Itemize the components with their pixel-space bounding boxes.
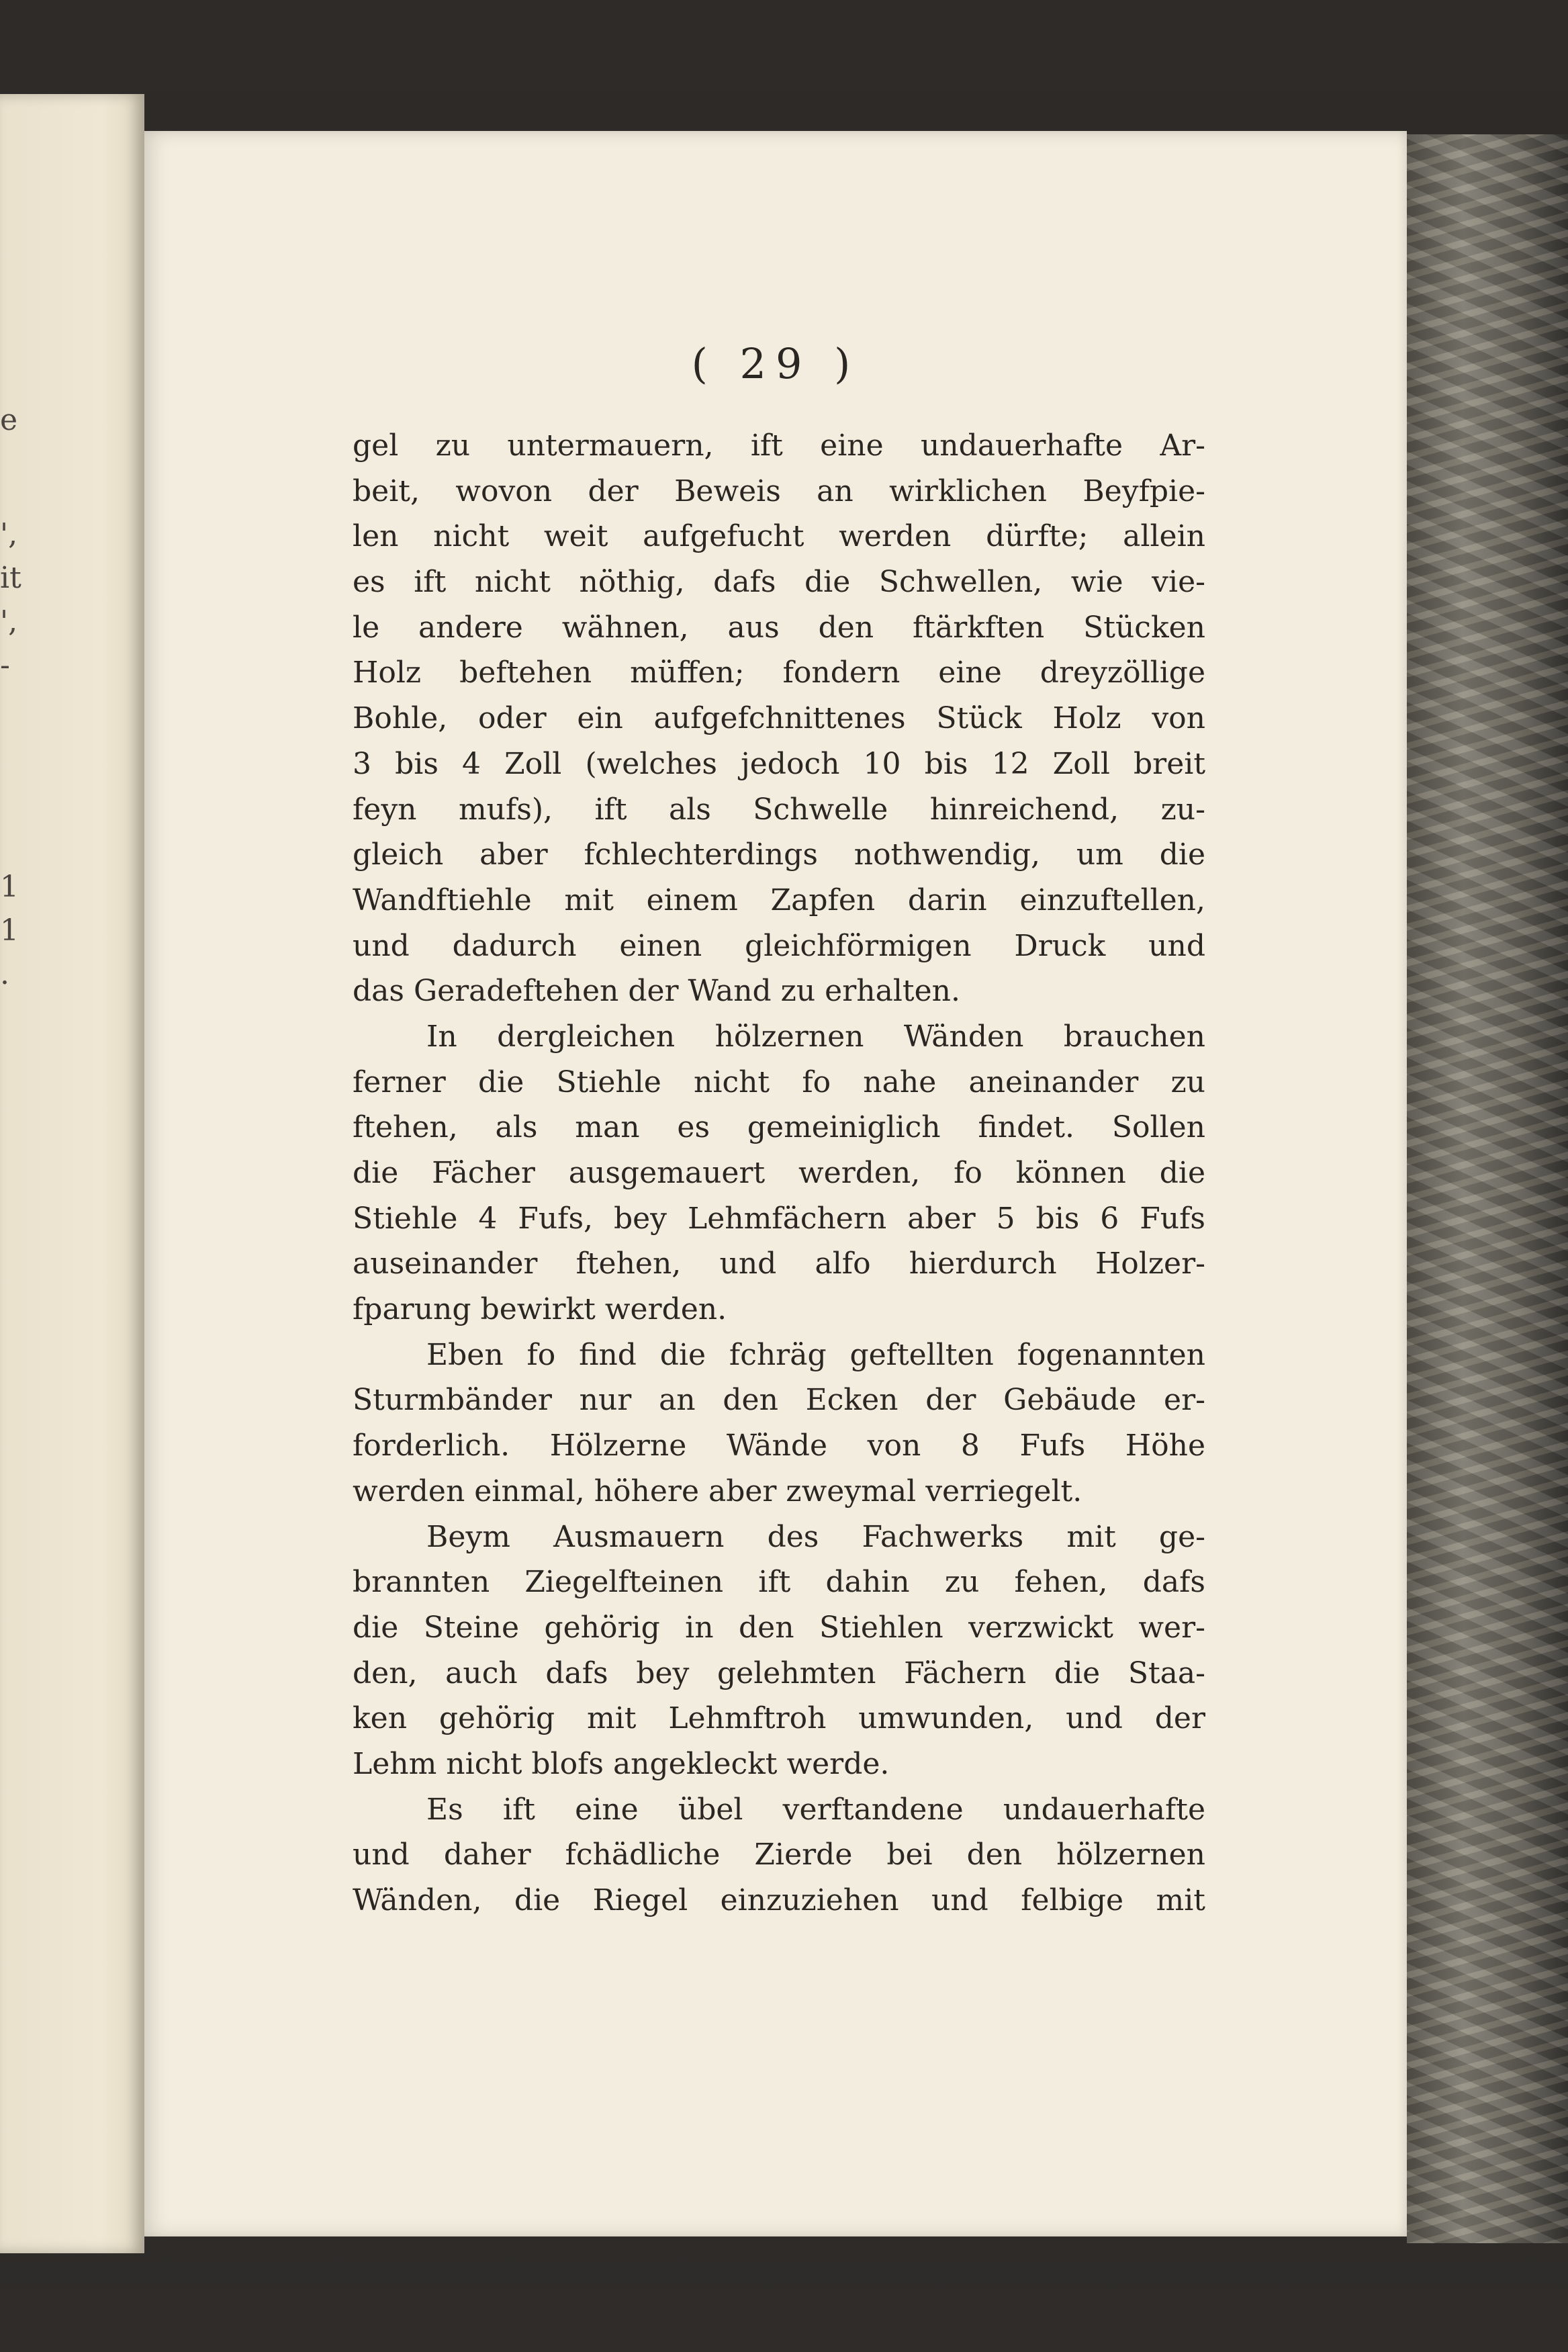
text-line: Wandftiehle mit einem Zapfen darin einzuftellen, [353,883,1205,917]
text-line: und daher fchädliche Zierde bei den hölzernen [353,1838,1205,1872]
text-line: Eben fo find die fchräg geftellten fogenannten [426,1337,1205,1372]
page-number: ( 29 ) [691,339,860,388]
left-fragment: 1 [0,870,19,904]
text-line: die Fächer ausgemauert werden, fo können die [353,1156,1205,1190]
text-line: In dergleichen hölzernen Wänden brauchen [426,1019,1205,1054]
left-page-fragments [0,0,27,2352]
left-fragment: 1 [0,913,19,948]
text-line: die Steine gehörig in den Stiehlen verzwickt wer- [353,1610,1205,1645]
text-line: Es ift eine übel verftandene undauerhafte [426,1792,1205,1827]
text-line: beit, wovon der Beweis an wirklichen Beyfpie- [353,473,1205,508]
text-line: Wänden, die Riegel einzuziehen und felbige mit [353,1883,1205,1917]
text-line: den, auch dafs bey gelehmten Fächern die Staa- [353,1656,1205,1690]
text-line: und dadurch einen gleichförmigen Druck und [353,928,1205,963]
text-line: Bohle, oder ein aufgefchnittenes Stück Holz von [353,701,1205,736]
body-text [353,423,1205,1924]
left-fragment: ', [0,517,18,551]
text-line: werden einmal, höhere aber zweymal verriegelt. [353,1474,1082,1508]
text-line: le andere wähnen, aus den ftärkften Stücken [353,610,1205,645]
text-line: gel zu untermauern, ift eine undauerhafte Ar- [353,428,1205,463]
text-line: ferner die Stiehle nicht fo nahe aneinander zu [353,1065,1205,1099]
text-line: brannten Ziegelfteinen ift dahin zu fehen, dafs [353,1565,1205,1600]
book-spine [1407,134,1568,2243]
text-line: forderlich. Hölzerne Wände von 8 Fufs Höhe [353,1429,1205,1463]
left-fragment: e [0,403,18,437]
text-line: fparung bewirkt werden. [353,1292,727,1327]
text-line: feyn mufs), ift als Schwelle hinreichend, zu- [353,792,1205,827]
text-line: auseinander ftehen, und alfo hierdurch Holzer- [353,1247,1205,1281]
text-line: Beym Ausmauern des Fachwerks mit ge- [426,1519,1205,1554]
text-line: ken gehörig mit Lehmftroh umwunden, und der [353,1701,1205,1736]
text-line: es ift nicht nöthig, dafs die Schwellen, wie vie- [353,565,1205,600]
text-line: Sturmbänder nur an den Ecken der Gebäude er- [353,1383,1205,1418]
text-line: Lehm nicht blofs angekleckt werde. [353,1746,890,1781]
left-fragment: . [0,957,9,991]
text-line: gleich aber fchlechterdings nothwendig, um die [353,838,1205,872]
left-fragment: it [0,561,21,595]
text-line: ftehen, als man es gemeiniglich findet. Sollen [353,1110,1205,1145]
left-fragment: - [0,648,10,682]
text-line: Stiehle 4 Fufs, bey Lehmfächern aber 5 bis 6 Fufs [353,1201,1205,1236]
text-line: len nicht weit aufgefucht werden dürfte; allein [353,519,1205,554]
text-line: 3 bis 4 Zoll (welches jedoch 10 bis 12 Zoll breit [353,746,1205,781]
text-line: Holz beftehen müffen; fondern eine dreyzöllige [353,655,1205,690]
book-page [144,131,1407,2236]
left-fragment: ', [0,604,18,639]
text-line: das Geradeftehen der Wand zu erhalten. [353,974,960,1009]
